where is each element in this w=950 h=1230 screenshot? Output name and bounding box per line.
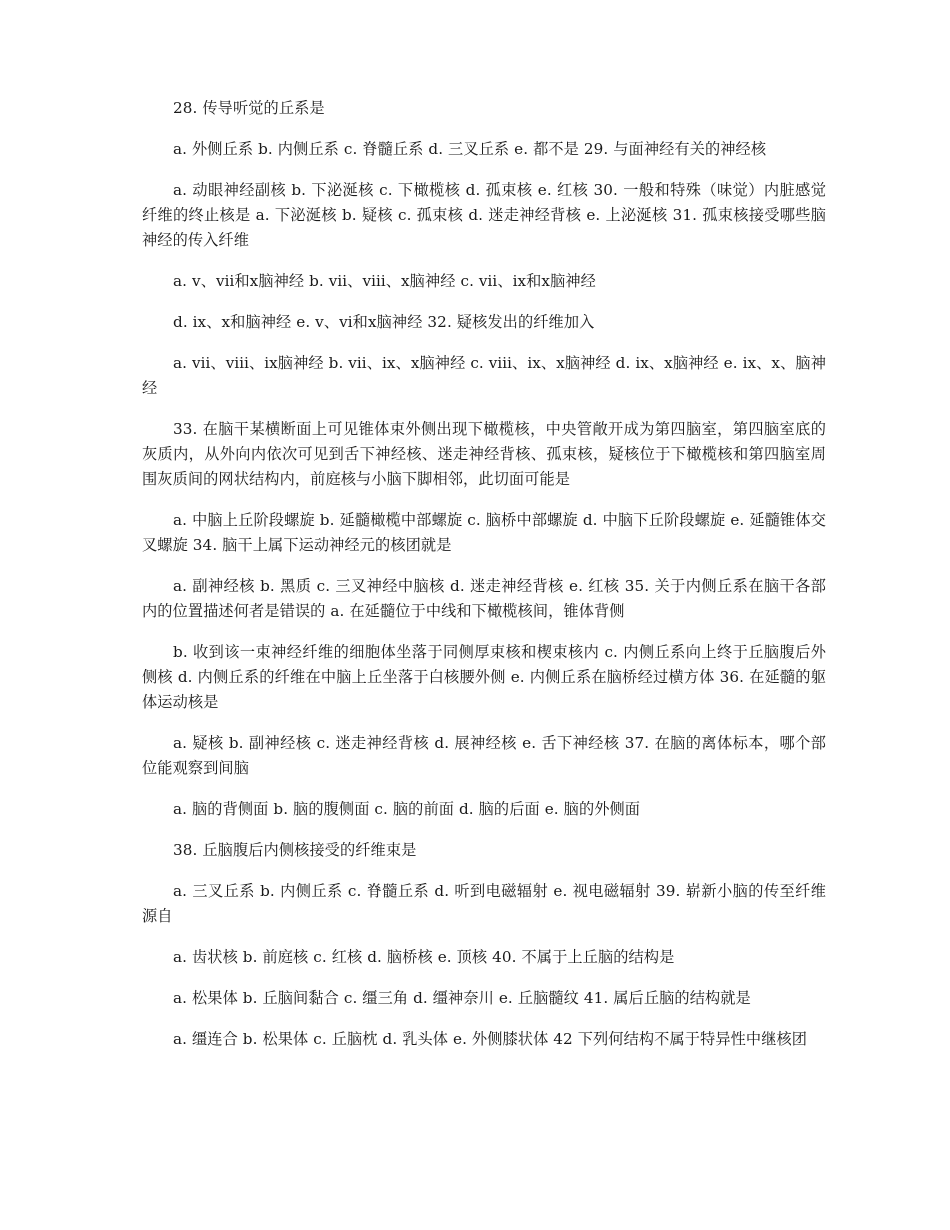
paragraph-q35-options: b. 收到该一束神经纤维的细胞体坐落于同侧厚束核和楔束核内 c. 内侧丘系向上终于丘脑腹后外侧核 d. 内侧丘系的纤维在中脑上丘坐落于白核腰外侧 e. 内侧丘系在脑桥经过横方体 36. 在延髓的躯体运动核是 <box>142 643 826 711</box>
paragraph-q36-options: a. 疑核 b. 副神经核 c. 迷走神经背核 d. 展神经核 e. 舌下神经核 37. 在脑的离体标本，哪个部位能观察到间脑 <box>142 734 826 777</box>
document-page <box>142 96 826 1068</box>
paragraph-q28-options: a. 外侧丘系 b. 内侧丘系 c. 脊髓丘系 d. 三叉丘系 e. 都不是 29. 与面神经有关的神经核 <box>173 140 767 158</box>
paragraph-q31-options-a: a. ⅴ、ⅶ和ⅹ脑神经 b. ⅶ、ⅷ、ⅹ脑神经 c. ⅶ、ⅸ和ⅹ脑神经 <box>173 272 596 290</box>
paragraph-q29-options: a. 动眼神经副核 b. 下泌涎核 c. 下橄榄核 d. 孤束核 e. 红核 30. 一般和特殊（味觉）内脏感觉纤维的终止核是 a. 下泌涎核 b. 疑核 c. 孤束核 d. 迷走神经背核 e. 上泌涎核 31. 孤束核接受哪些脑神经的传入纤维 <box>142 181 826 249</box>
paragraph-q28: 28. 传导听觉的丘系是 <box>173 99 325 117</box>
paragraph-q37-options: a. 脑的背侧面 b. 脑的腹侧面 c. 脑的前面 d. 脑的后面 e. 脑的外侧面 <box>173 800 641 818</box>
paragraph-q40-options: a. 松果体 b. 丘脑间黏合 c. 缰三角 d. 缰神奈川 e. 丘脑髓纹 41. 属后丘脑的结构就是 <box>173 989 751 1007</box>
paragraph-q38-options: a. 三叉丘系 b. 内侧丘系 c. 脊髓丘系 d. 听到电磁辐射 e. 视电磁辐射 39. 崭新小脑的传至纤维源自 <box>142 882 826 925</box>
paragraph-q33-options: a. 中脑上丘阶段螺旋 b. 延髓橄榄中部螺旋 c. 脑桥中部螺旋 d. 中脑下丘阶段螺旋 e. 延髓锥体交叉螺旋 34. 脑干上属下运动神经元的核团就是 <box>142 511 826 554</box>
paragraph-q38: 38. 丘脑腹后内侧核接受的纤维束是 <box>173 841 417 859</box>
paragraph-q32-options: a. ⅶ、ⅷ、ⅸ脑神经 b. ⅶ、ⅸ、ⅹ脑神经 c. ⅷ、ⅸ、ⅹ脑神经 d. ⅸ、ⅹ脑神经 e. ⅸ、ⅹ、脑神经 <box>142 354 826 397</box>
paragraph-q31-options-d: d. ⅸ、ⅹ和脑神经 e. ⅴ、ⅵ和ⅹ脑神经 32. 疑核发出的纤维加入 <box>173 313 595 331</box>
paragraph-q41-options: a. 缰连合 b. 松果体 c. 丘脑枕 d. 乳头体 e. 外侧膝状体 42 下列何结构不属于特异性中继核团 <box>173 1030 808 1048</box>
paragraph-q34-options: a. 副神经核 b. 黑质 c. 三叉神经中脑核 d. 迷走神经背核 e. 红核 35. 关于内侧丘系在脑干各部内的位置描述何者是错误的 a. 在延髓位于中线和下橄榄核间，锥体背侧 <box>142 577 826 620</box>
paragraph-q39-options: a. 齿状核 b. 前庭核 c. 红核 d. 脑桥核 e. 顶核 40. 不属于上丘脑的结构是 <box>173 948 675 966</box>
paragraph-q33: 33. 在脑干某横断面上可见锥体束外侧出现下橄榄核，中央管敞开成为第四脑室，第四脑室底的灰质内，从外向内依次可见到舌下神经核、迷走神经背核、孤束核，疑核位于下橄榄核和第四脑室周围灰质间的网状结构内，前庭核与小脑下脚相邻，此切面可能是 <box>142 420 826 488</box>
